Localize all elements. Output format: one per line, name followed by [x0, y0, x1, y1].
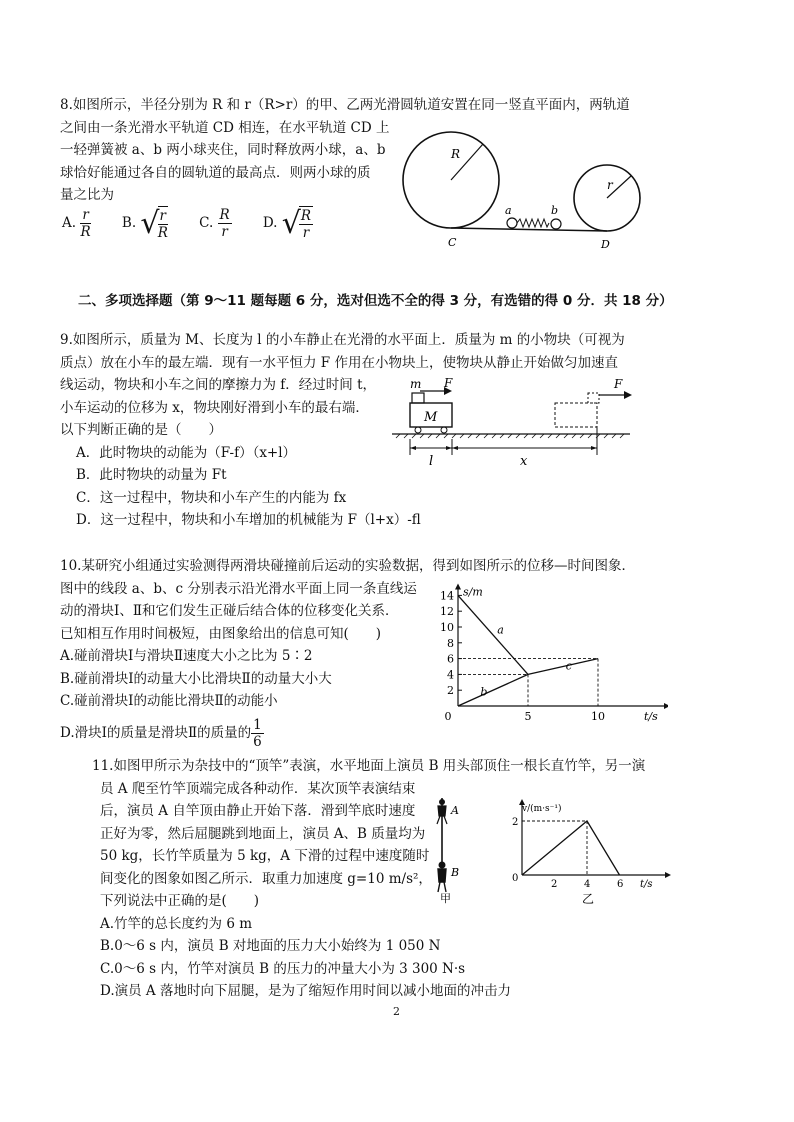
q8-line-3: 一轻弹簧被 a、b 两小球夹住，同时释放两小球，a、b	[60, 142, 386, 158]
fraction: $\frac{1}{6}$	[253, 716, 262, 750]
q8-option-d[interactable]: D. √ $\frac{R}{r}$	[262, 205, 312, 241]
block-mass-label: m	[410, 377, 422, 391]
series-line-b	[458, 674, 528, 706]
figure-jia-caption: 甲	[440, 892, 451, 904]
q8-line-1: 8.如图所示，半径分别为 R 和 r（R>r）的甲、乙两光滑圆轨道安置在同一竖直平面内，两轨道	[60, 97, 630, 113]
block-dashed	[588, 393, 599, 403]
q11-option-a[interactable]: A.竹竿的总长度约为 6 m	[100, 915, 253, 932]
arrowhead	[452, 446, 458, 450]
x-tick-label: 2	[551, 879, 558, 890]
q9-option-a[interactable]: A．此时物块的动能为（F-f）（x+l）	[76, 444, 297, 461]
q10-line-4: 已知相互作用时间极短，由图象给出的信息可知( )	[60, 625, 382, 642]
q10-line-3: 动的滑块Ⅰ、Ⅱ和它们发生正碰后结合体的位移变化关系．	[60, 603, 399, 619]
horizontal-track-cd	[451, 228, 607, 231]
series-label-a: a	[497, 623, 504, 637]
q9-option-d[interactable]: D．这一过程中，物块和小车增加的机械能为 F（l+x）-fl	[76, 512, 421, 528]
x-tick-label: 5	[524, 710, 532, 723]
y-tick-label: 2	[512, 817, 519, 828]
q11-line-6: 间变化的图象如图乙所示．取重力加速度 g=10 m/s²，	[100, 870, 432, 887]
q9-line-5: 以下判断正确的是（ ）	[60, 422, 222, 438]
q11-vt-graph	[500, 795, 675, 907]
q8-line-5: 量之比为	[60, 187, 114, 203]
q9-option-c[interactable]: C．这一过程中，物块和小车产生的内能为 fx	[76, 489, 347, 506]
x-tick-label: 0	[444, 710, 452, 723]
q8-option-a[interactable]: A. $\frac{r}{R}$	[62, 207, 91, 240]
y-tick-label: 14	[440, 589, 454, 603]
q11-line-1: 11.如图甲所示为杂技中的“顶竿”表演，水平地面上演员 B 用头部顶住一根长直竹竿，另一演	[92, 758, 646, 774]
fraction: $\frac{R}{r}$	[219, 207, 230, 240]
square-root: √ $\frac{R}{r}$	[281, 205, 312, 241]
arrowhead	[665, 872, 671, 878]
q9-option-b[interactable]: B．此时物块的动量为 Ft	[76, 467, 227, 483]
ground-hatch	[396, 434, 624, 438]
x-tick-label: 10	[591, 710, 605, 723]
q10-line-2: 图中的线段 a、b、c 分别表示沿光滑水平面上同一条直线运	[60, 580, 417, 597]
q8-line-2: 之间由一条光滑水平轨道 CD 相连，在水平轨道 CD 上	[60, 119, 390, 136]
arrowhead	[664, 703, 668, 709]
q11-line-7: 下列说法中正确的是( )	[100, 893, 260, 909]
q10-option-b[interactable]: B.碰前滑块Ⅰ的动量大小比滑块Ⅱ的动量大小大	[60, 670, 332, 687]
cart-wheel	[441, 427, 447, 433]
x-tick-label: 4	[584, 879, 591, 890]
q11-line-3: 后，演员 A 自竿顶由静止开始下落．滑到竿底时速度	[100, 803, 416, 819]
arrowhead	[455, 584, 461, 590]
cart-dashed	[555, 403, 597, 427]
origin-label: 0	[512, 873, 519, 884]
x-tick-label: 6	[617, 879, 624, 890]
y-tick-label: 10	[440, 621, 454, 634]
velocity-line	[522, 821, 620, 875]
figure-yi-caption: 乙	[582, 892, 595, 906]
performer-b-head	[439, 862, 446, 869]
q11-option-d[interactable]: D.演员 A 落地时向下屈腿，是为了缩短作用时间以减小地面的冲击力	[100, 983, 511, 999]
force-label-right: F	[614, 377, 623, 391]
performer-a-head	[439, 799, 445, 805]
ball-b-label: b	[551, 204, 559, 217]
q11-line-2: 员 A 爬至竹竿顶端完成各种动作．某次顶竿表演结束	[100, 780, 416, 797]
performer-b-label: B	[451, 866, 460, 879]
q9-line-4: 小车运动的位移为 x，物块刚好滑到小车的最右端．	[60, 399, 369, 416]
q11-option-b[interactable]: B.0～6 s 内，演员 B 对地面的压力大小始终为 1 050 N	[100, 938, 441, 954]
section-2-title: 二、多项选择题（第 9～11 题每题 6 分，选对但选不全的得 3 分，有选错的得 0 分．共 18 分）	[78, 293, 673, 309]
x-axis-label: t/s	[644, 710, 658, 723]
q9-line-2: 质点）放在小车的最左端．现有一水平恒力 F 作用在小物块上，使物块从静止开始做匀加速直	[60, 354, 618, 371]
q8-figure	[395, 124, 650, 254]
q9-figure	[392, 375, 637, 470]
q9-line-3: 线运动，物块和小车之间的摩擦力为 f．经过时间 t，	[60, 377, 377, 393]
series-line-c	[528, 659, 598, 675]
series-line-a	[458, 595, 528, 674]
q11-figure-jia	[428, 792, 468, 904]
y-tick-label: 4	[447, 668, 454, 682]
spring	[517, 219, 549, 227]
y-tick-label: 8	[447, 636, 454, 650]
small-block	[412, 393, 424, 403]
q8-line-4: 球恰好能通过各自的圆轨道的最高点．则两小球的质	[60, 164, 371, 181]
t-axis-label: t/s	[640, 879, 653, 890]
q8-options	[62, 206, 339, 241]
arrowhead	[624, 391, 632, 399]
y-tick-label: 12	[440, 605, 454, 619]
q10-option-a[interactable]: A.碰前滑块Ⅰ与滑块Ⅱ速度大小之比为 5∶2	[60, 648, 313, 664]
performer-b-body	[438, 869, 446, 892]
q10-option-d[interactable]: D.滑块Ⅰ的质量是滑块Ⅱ的质量的 $\frac{1}{6}$	[60, 716, 262, 750]
point-d-label: D	[601, 238, 610, 251]
arrowhead	[591, 446, 597, 450]
q11-line-4: 正好为零，然后屈腿跳到地面上，演员 A、B 质量均为	[100, 825, 426, 842]
y-axis-label: s/m	[463, 585, 483, 599]
square-root: √ $\frac{r}{R}$	[140, 205, 168, 241]
series-label-b: b	[480, 685, 488, 699]
y-tick-label: 2	[447, 684, 454, 698]
page-number: 2	[393, 1005, 400, 1018]
length-x-label: x	[520, 454, 528, 469]
force-label-left: F	[444, 376, 453, 390]
fraction: $\frac{r}{R}$	[80, 207, 91, 240]
radical-sign: √	[140, 205, 160, 241]
arrowhead	[446, 446, 452, 450]
v-axis-label: v/(m·s⁻¹)	[522, 804, 562, 814]
arrowhead	[410, 446, 416, 450]
q10-line-1: 10.某研究小组通过实验测得两滑块碰撞前后运动的实验数据，得到如图所示的位移—时间图象．	[60, 558, 635, 574]
q11-option-c[interactable]: C.0～6 s 内，竹竿对演员 B 的压力的冲量大小为 3 300 N·s	[100, 960, 466, 977]
cart-mass-label: M	[424, 410, 438, 425]
ball-b	[551, 219, 561, 229]
y-tick-label: 6	[447, 652, 454, 666]
performer-a-label: A	[451, 804, 459, 817]
q8-option-b[interactable]: B. √ $\frac{r}{R}$	[121, 205, 168, 241]
ball-a-label: a	[505, 204, 512, 217]
small-radius-label: r	[607, 178, 613, 192]
length-l-label: l	[429, 454, 434, 469]
q8-option-c[interactable]: C. $\frac{R}{r}$	[199, 207, 230, 240]
q11-line-5: 50 kg，长竹竿质量为 5 kg，A 下滑的过程中速度随时	[100, 848, 430, 864]
q10-option-c[interactable]: C.碰前滑块Ⅰ的动能比滑块Ⅱ的动能小	[60, 693, 278, 709]
point-c-label: C	[448, 236, 457, 249]
radical-sign: √	[281, 205, 301, 241]
cart-wheel	[415, 427, 421, 433]
series-label-c: c	[565, 659, 572, 673]
q9-line-1: 9.如图所示，质量为 M、长度为 l 的小车静止在光滑的水平面上．质量为 m 的小物块（可视为	[60, 332, 625, 348]
big-radius-label: R	[451, 147, 461, 161]
st-chart	[428, 576, 668, 724]
ball-a	[507, 218, 517, 228]
